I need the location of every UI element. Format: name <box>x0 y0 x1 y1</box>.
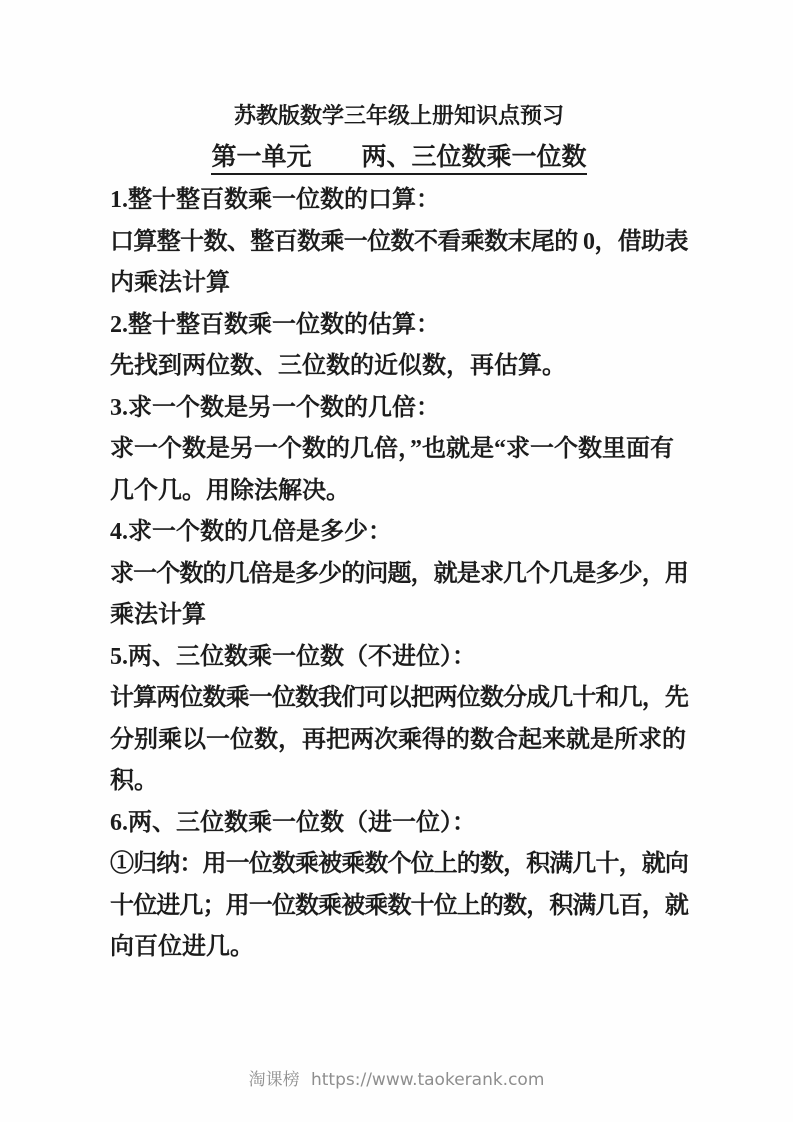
document-title: 苏教版数学三年级上册知识点预习 <box>233 103 564 128</box>
section-heading: 6.两、三位数乘一位数（进一位）： <box>110 809 476 836</box>
body-line: 积。 <box>110 768 158 794</box>
body-line: 乘法计算 <box>110 602 206 628</box>
section-heading: 2.整十整百数乘一位数的估算： <box>110 311 440 338</box>
document-body <box>110 180 688 969</box>
section-heading: 1.整十整百数乘一位数的口算： <box>110 187 440 213</box>
body-line: 十位进几；用一位数乘被乘数十位上的数，积满几百，就 <box>110 892 688 919</box>
body-line: 口算整十数、整百数乘一位数不看乘数末尾的 0，借助表 <box>110 228 688 255</box>
body-line: 内乘法计算 <box>110 270 230 296</box>
unit-heading-text: 第一单元 两、三位数乘一位数 <box>211 144 586 175</box>
body-line: ①归纳：用一位数乘被乘数个位上的数，积满几十，就向 <box>110 851 688 877</box>
section-heading: 5.两、三位数乘一位数（不进位）： <box>110 643 476 670</box>
body-line: 分别乘以一位数，再把两次乘得的数合起来就是所求的 <box>110 726 686 753</box>
section-heading: 4.求一个数的几倍是多少： <box>110 519 392 545</box>
unit-heading <box>110 136 688 180</box>
body-line: 向百位进几。 <box>110 934 254 960</box>
site-url: https://www.taokerank.com <box>310 1070 545 1090</box>
body-line: 先找到两位数、三位数的近似数，再估算。 <box>110 353 566 379</box>
body-line: 计算两位数乘一位数我们可以把两位数分成几十和几，先 <box>110 685 688 711</box>
document-content <box>110 96 688 969</box>
section-heading: 3.求一个数是另一个数的几倍： <box>110 394 440 421</box>
body-line: 求一个数的几倍是多少的问题，就是求几个几是多少，用 <box>110 560 688 587</box>
body-line: 几个几。用除法解决。 <box>110 477 350 504</box>
body-line: 求一个数是另一个数的几倍，”也就是“求一个数里面有 <box>110 436 674 462</box>
footer-watermark <box>0 1068 793 1092</box>
site-name: 淘课榜 <box>248 1070 300 1090</box>
